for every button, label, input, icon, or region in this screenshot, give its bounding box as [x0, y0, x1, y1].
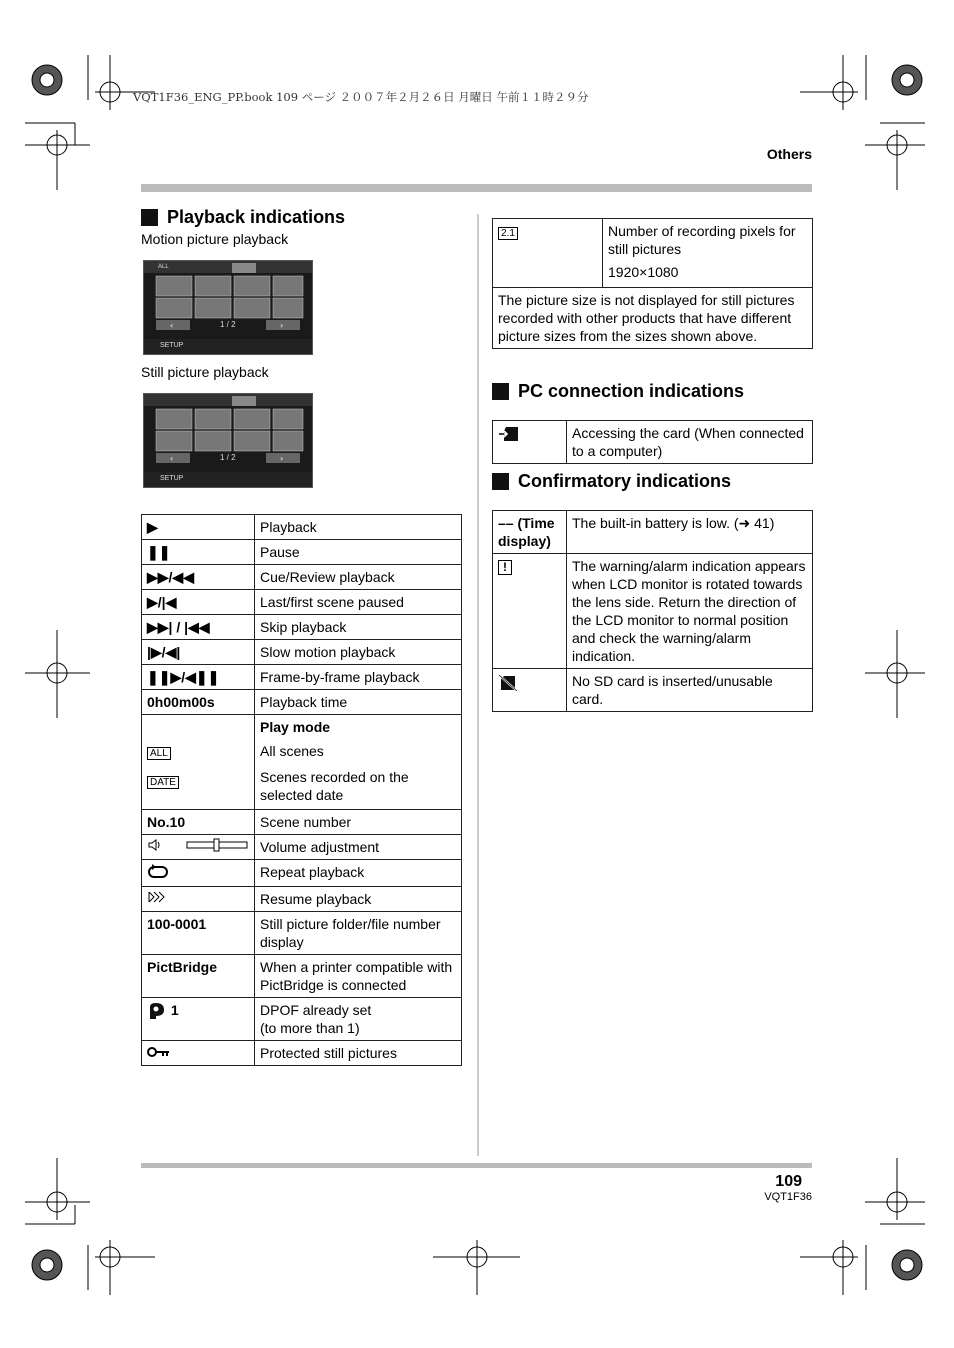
indication-symbol: PictBridge — [142, 955, 255, 998]
crop-header-text: VQT1F36_ENG_PP.book 109 ページ ２００７年２月２６日 月曜日 午前１１時２９分 — [133, 90, 589, 104]
pixels-icon: 2.1 — [498, 227, 518, 240]
table-row — [142, 590, 462, 615]
motion-screen-page: 1 / 2 — [220, 320, 236, 329]
indication-desc: Protected still pictures — [255, 1041, 462, 1066]
pixels-desc: Number of recording pixels for still pictures — [608, 223, 796, 257]
svg-text:›: › — [280, 454, 284, 463]
indication-symbol: 0h00m00s — [142, 690, 255, 715]
battery-symbol: –– (Time display) — [493, 511, 567, 554]
play-mode-title: Play mode — [260, 719, 331, 735]
playback-table — [141, 514, 462, 1066]
warning-desc: The warning/alarm indication appears when LCD monitor is rotated towards the lens side. Return the direction of the LCD monitor to normal position and check the warning/alarm indication. — [567, 554, 813, 669]
indication-desc: Skip playback — [255, 615, 462, 640]
motion-screen-all-tag: ALL — [158, 264, 169, 270]
table-row — [142, 955, 462, 998]
confirm-heading — [492, 471, 731, 492]
still-caption: Still picture playback — [141, 364, 269, 380]
table-row — [493, 669, 813, 712]
all-scenes-desc: All scenes — [260, 743, 324, 759]
table-row — [142, 515, 462, 540]
indication-symbol: No.10 — [142, 810, 255, 835]
svg-text:›: › — [280, 321, 284, 330]
section-label: Others — [766, 146, 812, 162]
resume-icon — [147, 890, 167, 904]
svg-text:‹: ‹ — [170, 454, 174, 463]
indication-desc: DPOF already set (to more than 1) — [255, 998, 462, 1041]
indication-desc: Volume adjustment — [255, 835, 462, 860]
heading-square-icon — [141, 209, 158, 226]
table-row — [493, 511, 813, 554]
heading-square-icon — [492, 473, 509, 490]
speaker-slider-icon — [147, 838, 249, 852]
table-row — [142, 565, 462, 590]
indication-symbol: ❚❚ — [142, 540, 255, 565]
table-row — [142, 998, 462, 1041]
table-row — [142, 1041, 462, 1066]
page-number: 109 — [775, 1173, 802, 1190]
table-row — [142, 715, 462, 810]
svg-text:‹: ‹ — [170, 321, 174, 330]
still-screen-setup: SETUP — [160, 475, 184, 482]
pc-desc: Accessing the card (When connected to a computer) — [567, 421, 813, 464]
confirm-title: Confirmatory indications — [518, 471, 732, 491]
table-row — [493, 219, 813, 288]
no-card-desc: No SD card is inserted/unusable card. — [567, 669, 813, 712]
table-row — [142, 665, 462, 690]
indication-desc: Pause — [255, 540, 462, 565]
table-row — [142, 615, 462, 640]
confirm-table — [492, 510, 813, 712]
warning-icon: ! — [498, 560, 512, 575]
still-screen-illustration — [144, 394, 312, 487]
battery-desc: The built-in battery is low. (➜ 41) — [567, 511, 813, 554]
motion-screen-illustration — [144, 261, 312, 354]
table-row — [142, 690, 462, 715]
indication-desc: Last/first scene paused — [255, 590, 462, 615]
indication-symbol: ▶ — [142, 515, 255, 540]
table-row — [142, 912, 462, 955]
indication-desc: Resume playback — [255, 887, 462, 912]
indication-desc: Cue/Review playback — [255, 565, 462, 590]
table-row — [142, 640, 462, 665]
indication-desc: Scene number — [255, 810, 462, 835]
card-access-icon — [498, 426, 520, 442]
indication-desc: Still picture folder/file number display — [255, 912, 462, 955]
indication-symbol — [142, 860, 255, 887]
pc-table — [492, 420, 813, 464]
date-scenes-icon: DATE — [147, 776, 179, 789]
column-divider — [477, 214, 479, 1156]
all-scenes-icon: ALL — [147, 747, 171, 760]
motion-caption: Motion picture playback — [141, 231, 289, 247]
dpof-count: 1 — [170, 1002, 179, 1018]
indication-symbol: ▶▶| / |◀◀ — [142, 615, 255, 640]
indication-desc: Playback time — [255, 690, 462, 715]
indication-desc: Frame-by-frame playback — [255, 665, 462, 690]
table-row — [142, 887, 462, 912]
indication-desc: Playback — [255, 515, 462, 540]
table-row — [142, 835, 462, 860]
table-row — [142, 810, 462, 835]
table-row — [142, 540, 462, 565]
indication-symbol: ▶/|◀ — [142, 590, 255, 615]
indication-symbol — [142, 835, 255, 860]
motion-screen-setup: SETUP — [160, 342, 184, 349]
pc-heading — [492, 381, 744, 402]
key-icon — [147, 1046, 171, 1058]
pc-title: PC connection indications — [518, 381, 745, 401]
indication-desc: Repeat playback — [255, 860, 462, 887]
page-code: VQT1F36 — [764, 1191, 812, 1203]
indication-symbol: ❚❚▶/◀❚❚ — [142, 665, 255, 690]
table-row — [493, 554, 813, 669]
table-row — [493, 288, 813, 349]
indication-symbol — [142, 887, 255, 912]
dpof-icon — [147, 1002, 167, 1020]
repeat-icon — [147, 863, 169, 879]
bottom-rule — [141, 1163, 812, 1168]
indication-symbol: 100-0001 — [142, 912, 255, 955]
pixels-value: 1920×1080 — [608, 264, 679, 280]
playback-heading — [141, 207, 345, 228]
date-scenes-desc: Scenes recorded on the selected date — [260, 769, 409, 803]
pixels-note: The picture size is not displayed for still pictures recorded with other products that have different picture sizes from the sizes shown above. — [493, 288, 813, 349]
table-row — [493, 421, 813, 464]
still-screen-page: 1 / 2 — [220, 453, 236, 462]
playback-title: Playback indications — [167, 207, 346, 227]
indication-symbol — [142, 998, 255, 1041]
still-playback-screen — [143, 393, 313, 488]
indication-desc: Slow motion playback — [255, 640, 462, 665]
indication-symbol: |▶/◀| — [142, 640, 255, 665]
indication-symbol: ▶▶/◀◀ — [142, 565, 255, 590]
table-row — [142, 860, 462, 887]
top-rule — [141, 184, 812, 192]
indication-symbol — [142, 1041, 255, 1066]
heading-square-icon — [492, 383, 509, 400]
indication-desc: When a printer compatible with PictBridge is connected — [255, 955, 462, 998]
motion-playback-screen — [143, 260, 313, 355]
no-card-icon — [498, 674, 518, 692]
pixels-table — [492, 218, 813, 349]
